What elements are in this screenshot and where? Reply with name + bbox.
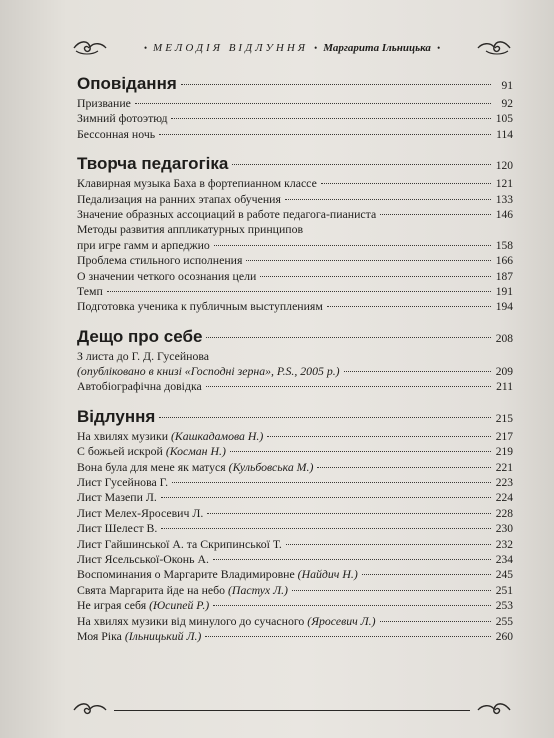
entry-page-number: 219 xyxy=(495,446,513,459)
entry-page-number: 234 xyxy=(495,553,513,566)
dot-leader xyxy=(171,118,491,119)
section-page-number: 215 xyxy=(495,412,513,425)
entry-title: Лист Мазепи Л. xyxy=(77,490,157,505)
dot-leader xyxy=(380,621,491,622)
entry-page-number: 166 xyxy=(495,255,513,268)
entry-page-number: 209 xyxy=(495,366,513,379)
entry-title: Автобіографічна довідка xyxy=(77,379,202,394)
entry-title: Педализация на ранних этапах обучения xyxy=(77,191,281,206)
dot-leader xyxy=(107,291,491,292)
header-separator: • xyxy=(436,43,441,53)
toc-entry xyxy=(77,269,513,284)
entry-title: Призвание xyxy=(77,96,131,110)
dot-leader xyxy=(317,467,491,468)
dot-leader xyxy=(205,636,491,637)
entry-page-number: 211 xyxy=(496,381,513,394)
section-page-number: 120 xyxy=(495,160,513,173)
section-title: Дещо про себе xyxy=(77,326,203,346)
entry-author: (Найдич Н.) xyxy=(297,567,358,582)
section-heading-row xyxy=(77,152,513,176)
entry-author: (Кашкадамова Н.) xyxy=(170,428,264,443)
entry-title: Темп xyxy=(77,283,103,298)
entry-page-number: 260 xyxy=(495,630,513,643)
toc-entry xyxy=(77,506,513,521)
dot-leader xyxy=(380,214,491,215)
entry-author: (Яросевич Л.) xyxy=(307,613,376,628)
header-separator: • xyxy=(314,43,318,53)
entry-page-number: 255 xyxy=(495,615,513,628)
dot-leader xyxy=(230,451,491,452)
dot-leader xyxy=(321,183,491,184)
toc-entry xyxy=(77,567,513,582)
entry-page-number: 187 xyxy=(495,270,513,283)
section-heading-row xyxy=(77,325,513,349)
toc-entry xyxy=(77,552,513,567)
entry-author: (Косман Н.) xyxy=(165,444,226,459)
dot-leader xyxy=(267,436,491,437)
toc-entry xyxy=(77,192,513,207)
dot-leader xyxy=(285,199,491,200)
entry-page-number: 217 xyxy=(495,430,513,443)
entry-title: Методы развития аппликатурных принципов xyxy=(77,222,304,237)
dot-leader xyxy=(206,386,491,387)
dot-leader xyxy=(214,245,491,246)
entry-title: О значении четкого осознания цели xyxy=(77,268,257,283)
flourish-ornament-right-icon xyxy=(476,699,512,721)
entry-title: Лист Мелех-Яросевич Л. xyxy=(77,505,204,520)
entry-page-number: 146 xyxy=(495,208,513,221)
toc-entry xyxy=(77,379,513,394)
section-heading-row xyxy=(77,405,513,429)
toc-entry xyxy=(77,299,513,314)
entry-page-number: 194 xyxy=(495,301,513,314)
table-of-contents xyxy=(77,72,513,654)
entry-title: Проблема стильного исполнения xyxy=(77,253,243,268)
toc-entry xyxy=(77,429,513,444)
dot-leader xyxy=(213,559,491,560)
dot-leader xyxy=(232,164,491,165)
entry-title: при игре гамм и арпеджио xyxy=(77,237,210,252)
entry-title: Подготовка ученика к публичным выступлениям xyxy=(77,299,323,314)
entry-page-number: 92 xyxy=(501,98,513,110)
dot-leader xyxy=(159,417,491,418)
entry-page-number: 121 xyxy=(495,178,513,191)
entry-author: (Пастух Л.) xyxy=(228,582,288,597)
dot-leader xyxy=(161,497,491,498)
toc-entry xyxy=(77,111,513,126)
dot-leader xyxy=(286,544,491,545)
toc-entry xyxy=(77,284,513,299)
toc-entry xyxy=(77,490,513,505)
dot-leader xyxy=(161,528,491,529)
section-page-number: 91 xyxy=(501,80,513,92)
header-separator: • xyxy=(143,43,148,53)
dot-leader xyxy=(172,482,491,483)
entry-title: Клавирная музыка Баха в фортепианном классе xyxy=(77,176,317,191)
flourish-ornament-left-icon xyxy=(72,699,108,721)
toc-entry xyxy=(77,475,513,490)
dot-leader xyxy=(344,371,491,372)
dot-leader xyxy=(206,337,491,338)
entry-title: С божьей искрой xyxy=(77,444,163,459)
dot-leader xyxy=(135,103,491,104)
flourish-ornament-right-icon xyxy=(476,37,512,59)
entry-title: Значение образных ассоциаций в работе педагога-пианиста xyxy=(77,206,377,221)
dot-leader xyxy=(159,134,491,135)
section-title: Оповідання xyxy=(77,74,177,93)
entry-page-number: 230 xyxy=(495,523,513,536)
toc-entry xyxy=(77,629,513,644)
toc-entry xyxy=(77,598,513,613)
entry-title: Лист Гусейнова Г. xyxy=(77,475,169,490)
dot-leader xyxy=(213,605,491,606)
dot-leader xyxy=(207,513,491,514)
book-title: МЕЛОДІЯ ВІДЛУННЯ xyxy=(153,42,309,54)
entry-title: Моя Ріка xyxy=(77,628,122,643)
toc-entry xyxy=(77,349,513,364)
entry-title: Вона була для мене як матуся xyxy=(77,459,226,474)
entry-title: Не играя себя xyxy=(77,598,147,613)
entry-page-number: 221 xyxy=(495,461,513,474)
dot-leader xyxy=(181,84,491,85)
book-author: Маргарита Ільницька xyxy=(323,42,431,54)
toc-entry xyxy=(77,222,513,237)
toc-entry xyxy=(77,253,513,268)
entry-page-number: 253 xyxy=(495,600,513,613)
entry-author: (Ільницький Л.) xyxy=(124,628,202,643)
dot-leader xyxy=(246,260,491,261)
running-header xyxy=(72,36,512,60)
toc-section xyxy=(77,325,513,395)
entry-page-number: 224 xyxy=(495,492,513,505)
entry-title: На хвилях музики від минулого до сучасного xyxy=(77,613,305,628)
section-heading-row xyxy=(77,72,513,96)
toc-entry xyxy=(77,238,513,253)
entry-title: Воспоминания о Маргарите Владимировне xyxy=(77,567,295,582)
section-page-number: 208 xyxy=(495,332,513,345)
entry-title: На хвилях музики xyxy=(77,428,169,443)
toc-entry xyxy=(77,96,513,111)
entry-author: (Кульбовська М.) xyxy=(228,459,314,474)
entry-page-number: 245 xyxy=(495,569,513,582)
toc-entry xyxy=(77,364,513,379)
page-footer-ornament xyxy=(72,698,512,722)
entry-title: З листа до Г. Д. Гусейнова xyxy=(77,348,210,363)
entry-title: Зимний фотоэтюд xyxy=(77,111,168,126)
entry-page-number: 232 xyxy=(495,538,513,551)
entry-page-number: 114 xyxy=(496,128,513,141)
entry-page-number: 158 xyxy=(495,239,513,252)
dot-leader xyxy=(260,276,491,277)
entry-title: Лист Шелест В. xyxy=(77,521,158,536)
dot-leader xyxy=(327,306,491,307)
toc-entry xyxy=(77,207,513,222)
dot-leader xyxy=(292,590,491,591)
entry-title: (опубліковано в книзі «Господні зерна», P.S., 2005 р.) xyxy=(77,364,340,379)
toc-entry xyxy=(77,460,513,475)
entry-title: Лист Гайшинської А. та Скрипинської Т. xyxy=(77,536,282,551)
entry-page-number: 251 xyxy=(495,584,513,597)
toc-entry xyxy=(77,583,513,598)
toc-entry xyxy=(77,614,513,629)
toc-entry xyxy=(77,537,513,552)
entry-page-number: 105 xyxy=(495,113,513,126)
entry-title: Бессонная ночь xyxy=(77,126,156,141)
section-title: Відлуння xyxy=(77,406,156,426)
entry-title: Свята Маргарита йде на небо xyxy=(77,582,226,597)
entry-page-number: 228 xyxy=(495,507,513,520)
entry-page-number: 133 xyxy=(495,193,513,206)
toc-section xyxy=(77,405,513,644)
toc-entry xyxy=(77,521,513,536)
footer-rule xyxy=(114,710,470,711)
flourish-ornament-left-icon xyxy=(72,37,108,59)
toc-entry xyxy=(77,127,513,142)
toc-section xyxy=(77,152,513,315)
toc-entry xyxy=(77,444,513,459)
entry-page-number: 191 xyxy=(495,285,513,298)
entry-page-number: 223 xyxy=(495,477,513,490)
entry-author: (Юсипей Р.) xyxy=(149,598,210,613)
toc-entry xyxy=(77,176,513,191)
header-text xyxy=(144,42,440,54)
toc-section xyxy=(77,72,513,142)
section-title: Творча педагогіка xyxy=(77,154,229,174)
dot-leader xyxy=(362,574,491,575)
entry-title: Лист Ясельської-Оконь А. xyxy=(77,551,209,566)
